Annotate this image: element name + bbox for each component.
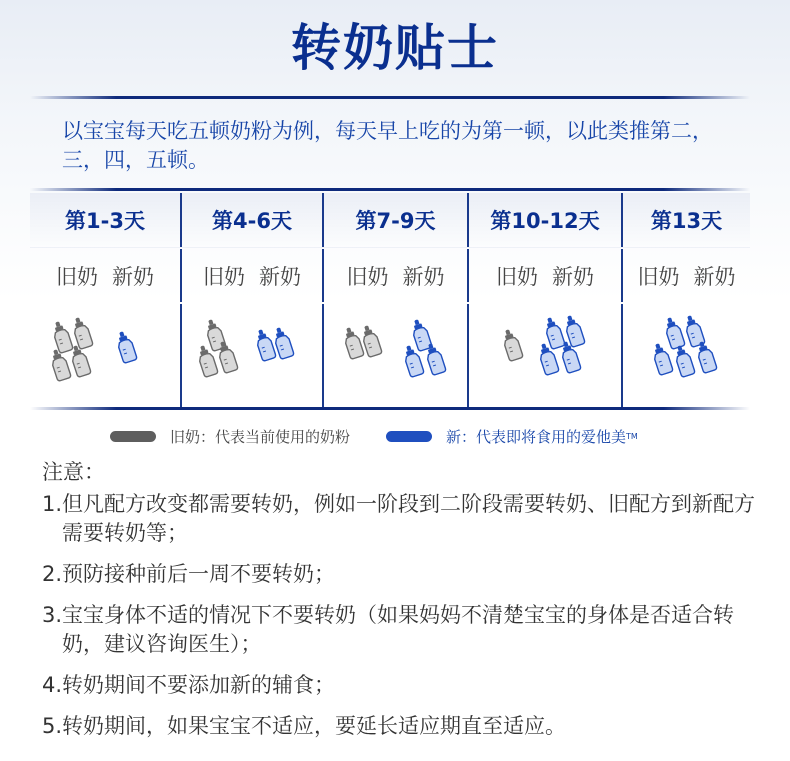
new-swatch-icon: [386, 431, 432, 442]
divider-table-top: [30, 188, 750, 191]
note-item: 3.宝宝身体不适的情况下不要转奶（如果妈妈不清楚宝宝的身体是否适合转奶，建议咨询医生）；: [42, 603, 735, 656]
notes-title: 注意：: [42, 460, 105, 484]
note-item: 2.预防接种前后一周不要转奶；: [42, 562, 336, 586]
label-cell: [622, 248, 750, 303]
bottle-cell: [323, 303, 468, 409]
bottle-cell: [30, 303, 181, 409]
divider-top: [30, 96, 750, 99]
divider-table-bottom: [30, 407, 750, 410]
legend-old-text: 旧奶：代表当前使用的奶粉: [170, 428, 351, 446]
bottle-cell: [181, 303, 323, 409]
legend-new: [386, 426, 638, 447]
new-milk-label: 新奶: [693, 264, 736, 289]
old-swatch-icon: [110, 431, 156, 442]
bottle-group: [627, 315, 747, 395]
header-day-13: 第13天: [622, 193, 750, 248]
old-milk-label: 旧奶: [203, 264, 245, 289]
new-bottle-icon: [112, 329, 139, 365]
bottle-cell: [622, 303, 750, 409]
note-item: 4.转奶期间不要添加新的辅食；: [42, 673, 336, 697]
header-day-10-12: 第10-12天: [468, 193, 622, 248]
bottle-group: [485, 315, 605, 395]
note-item: 5.转奶期间，如果宝宝不适应，要延长适应期直至适应。: [42, 714, 567, 738]
old-milk-label: 旧奶: [637, 264, 680, 289]
page-title: 转奶贴士: [291, 19, 499, 77]
label-cell: [468, 248, 622, 303]
new-milk-label: 新奶: [259, 264, 301, 289]
label-cell: [323, 248, 468, 303]
new-milk-label: 新奶: [112, 264, 154, 289]
intro-text: 以宝宝每天吃五顿奶粉为例，每天早上吃的为第一顿，以此类推第二，三，四，五顿。: [62, 119, 713, 172]
new-milk-label: 新奶: [552, 264, 594, 289]
bottle-group: [192, 315, 312, 395]
old-milk-label: 旧奶: [56, 264, 98, 289]
note-item: 1.但凡配方改变都需要转奶，例如一阶段到二阶段需要转奶、旧配方到新配方需要转奶等；: [42, 492, 756, 545]
old-bottle-icon: [498, 327, 525, 363]
transition-table: [30, 193, 750, 409]
new-milk-label: 新奶: [402, 264, 445, 289]
legend-new-text: 新：代表即将食用的爱他美: [446, 428, 627, 446]
bottle-group: [45, 315, 165, 395]
label-cell: [30, 248, 181, 303]
legend-old: [110, 426, 350, 447]
header-day-4-6: 第4-6天: [181, 193, 323, 248]
bottle-cell: [468, 303, 622, 409]
legend: [110, 426, 674, 447]
notes-section: [42, 458, 762, 753]
old-milk-label: 旧奶: [346, 264, 389, 289]
trademark-mark: TM: [626, 432, 638, 441]
header-day-1-3: 第1-3天: [30, 193, 181, 248]
label-cell: [181, 248, 323, 303]
bottle-group: [336, 315, 456, 395]
old-milk-label: 旧奶: [496, 264, 538, 289]
header-day-7-9: 第7-9天: [323, 193, 468, 248]
